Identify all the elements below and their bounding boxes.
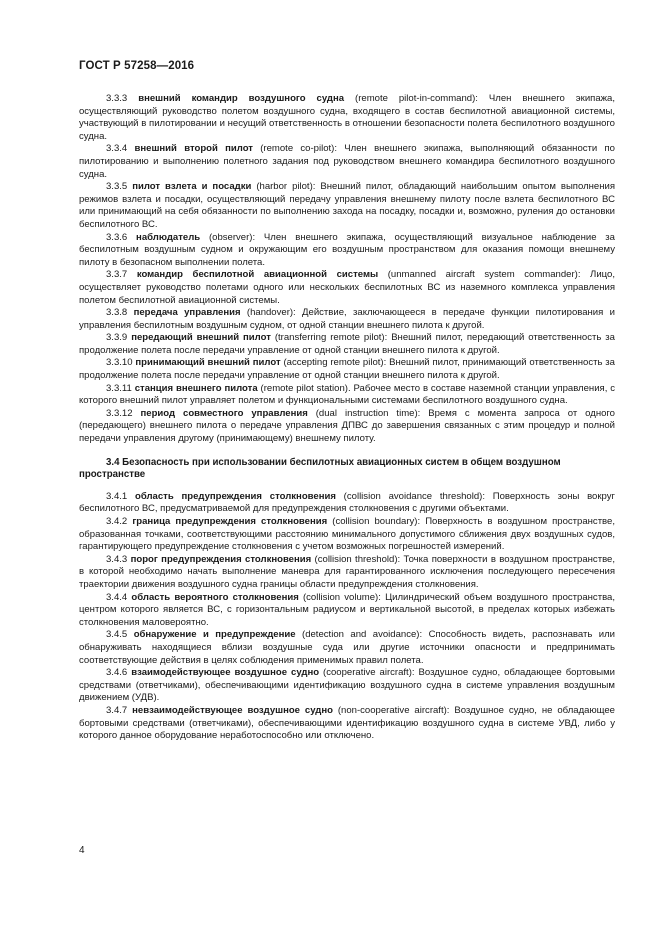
defined-term: обнаружение и предупреждение: [133, 629, 296, 641]
definitions-group-3-3: [79, 93, 615, 446]
clause-number: 3.4.1: [106, 490, 128, 502]
clause-number: 3.3.12: [106, 407, 133, 419]
definition-text: (remote co-pilot): Член внешнего экипажа, выполняющий обязанности по пилотированию и выполнению полетного задания под руководством внешнего командира беспилотного воздушного судна.: [79, 143, 615, 180]
clause-number: 3.3.6: [106, 231, 128, 243]
definition-paragraph: [79, 269, 615, 307]
definition-paragraph: [79, 592, 615, 630]
definition-text: (collision boundary): Поверхность в воздушном пространстве, образованная точками, соответствующими расстоянию минимального допустимого сближения двух воздушных судов, гарантирующего предупреждение столкновения с учетом возможных погрешностей измерений.: [79, 516, 615, 553]
definition-text: (accepting remote pilot): Внешний пилот, принимающий ответственность за продолжение полета после передачи управление от одной станции внешнего пилота к другой.: [79, 357, 615, 382]
definition-text: (remote pilot station). Рабочее место в составе наземной станции управления, с которого внешний пилот управляет полетом и функциональными системами беспилотного воздушного судна.: [79, 382, 616, 407]
defined-term: граница предупреждения столкновения: [132, 516, 328, 527]
clause-number: 3.3.8: [106, 307, 128, 319]
definition-paragraph: [79, 554, 615, 592]
clause-number: 3.3.9: [106, 332, 128, 344]
page-number: 4: [79, 845, 85, 856]
definition-text: (handover): Действие, заключающееся в передаче функции пилотирования и управления беспилотным воздушным судном, от одной станции внешнего пилота к другой.: [79, 307, 615, 331]
clause-number: 3.3.7: [106, 269, 128, 281]
defined-term: командир беспилотной авиационной системы: [136, 269, 379, 281]
definition-text: (transferring remote pilot): Внешний пилот, передающий ответственность за продолжение полета после передачи управление от одной станции внешнего пилота к другой.: [79, 332, 615, 356]
definition-paragraph: [79, 332, 615, 357]
defined-term: внешний командир воздушного судна: [138, 93, 345, 104]
clause-number: 3.3.11: [106, 382, 132, 394]
defined-term: пилот взлета и посадки: [132, 181, 252, 193]
definition-paragraph: [79, 516, 615, 554]
definition-text: (cooperative aircraft): Воздушное судно, обладающее бортовыми средствами (ответчиками), обеспечивающими идентификацию воздушного судна в системе управления воздушным движением (УДВ).: [79, 667, 615, 704]
defined-term: невзаимодействующее воздушное судно: [132, 704, 333, 716]
definition-text: (harbor pilot): Внешний пилот, обладающий наибольшим опытом выполнения режимов взлета и посадки, осуществляющий передачу управления внешнему пилоту после взлета беспилотного ВС или принимающий на себя обязанности по выполнению захода на посадку, посадки и, возможно, руления до остановки беспилотного ВС.: [79, 181, 616, 230]
defined-term: принимающий внешний пилот: [135, 357, 281, 369]
definition-text: (unmanned aircraft system commander): Лицо, осуществляет руководство полетами одного или нескольких беспилотных ВС из наземного комплекса управления полетом беспилотной авиационной системы.: [79, 269, 615, 306]
definition-text: (collision avoidance threshold): Поверхность зоны вокруг беспилотного ВС, предусматриваемой для предупреждения столкновения с другими объектами.: [79, 490, 615, 515]
clause-number: 3.4.2: [106, 516, 128, 527]
defined-term: передача управления: [133, 307, 241, 319]
definition-paragraph: [79, 357, 615, 382]
definition-text: (collision threshold): Точка поверхности в воздушном пространстве, в которой необходимо начать выполнение маневра для гарантированного исключения последующего пересечения траектории движения воздушного судна границы области предупреждения столкновения.: [79, 553, 615, 590]
clause-number: 3.4.4: [106, 591, 128, 603]
clause-number: 3.3.3: [106, 93, 128, 104]
definition-paragraph: [79, 383, 615, 408]
definition-paragraph: [79, 491, 615, 516]
section-title: 3.4 Безопасность при использовании беспилотных авиационных систем в общем воздушном пространстве: [79, 456, 561, 481]
defined-term: передающий внешний пилот: [131, 332, 271, 344]
clause-number: 3.3.5: [106, 181, 128, 193]
definition-paragraph: [79, 307, 615, 332]
clause-number: 3.4.7: [106, 704, 128, 716]
definition-paragraph: [79, 93, 615, 143]
defined-term: взаимодействующее воздушное судно: [131, 667, 320, 679]
definitions-group-3-4: [79, 491, 615, 743]
definition-text: (dual instruction time): Время с момента запроса от одного (передающего) внешнего пилота о передаче управления ДПВС до завершения связанных с этим процедур и полной передачи управления другому (принимающему) внешнему пилоту.: [79, 407, 615, 445]
clause-number: 3.4.5: [106, 629, 128, 641]
definition-paragraph: [79, 181, 615, 231]
document-body: [79, 93, 615, 743]
definition-paragraph: [79, 667, 615, 705]
definition-paragraph: [79, 408, 615, 446]
defined-term: наблюдатель: [136, 231, 201, 243]
definition-paragraph: [79, 143, 615, 181]
clause-number: 3.3.4: [106, 143, 128, 155]
clause-number: 3.4.6: [106, 667, 128, 679]
defined-term: область предупреждения столкновения: [135, 490, 336, 502]
defined-term: внешний второй пилот: [134, 143, 253, 155]
definition-paragraph: [79, 629, 615, 667]
definition-paragraph: [79, 705, 615, 743]
defined-term: область вероятного столкновения: [131, 591, 299, 603]
defined-term: период совместного управления: [140, 407, 308, 419]
clause-number: 3.4.3: [106, 553, 128, 565]
definition-text: (observer): Член внешнего экипажа, осуществляющий визуальное наблюдение за беспилотным воздушным судном и окружающим его воздушным пространством для оказания помощи внешнему пилоту в безопасном выполнении полета.: [79, 231, 615, 268]
defined-term: порог предупреждения столкновения: [130, 553, 312, 565]
definition-text: (non-cooperative aircraft): Воздушное судно, не обладающее бортовыми средствами (ответчиками), обеспечивающими идентификацию воздушного судна в системе УВД, либо у которого данное оборудование неработоспособно или отключено.: [79, 704, 615, 742]
definition-text: (remote pilot-in-command): Член внешнего экипажа, осуществляющий руководство полетом воздушного судна, входящего в состав беспилотной авиационной системы, участвующий в пилотировании и несущий ответственность в отношении безопасности полета беспилотного воздушного судна.: [79, 93, 616, 142]
defined-term: станция внешнего пилота: [134, 382, 258, 394]
definition-paragraph: [79, 232, 615, 270]
definition-text: (collision volume): Цилиндрический объем воздушного пространства, центром которого является ВС, с горизонтальным радиусом и вертикальной высотой, в пределах которых избежать столкновения маловероятно.: [79, 591, 616, 628]
definition-text: (detection and avoidance): Способность видеть, распознавать или обнаруживать находящиеся вблизи воздушные суда или другие источники опасности и предпринимать соответствующие действия в целях соблюдения применимых правил полета.: [79, 629, 616, 666]
clause-number: 3.3.10: [106, 357, 133, 369]
document-header: ГОСТ Р 57258—2016: [79, 60, 195, 72]
